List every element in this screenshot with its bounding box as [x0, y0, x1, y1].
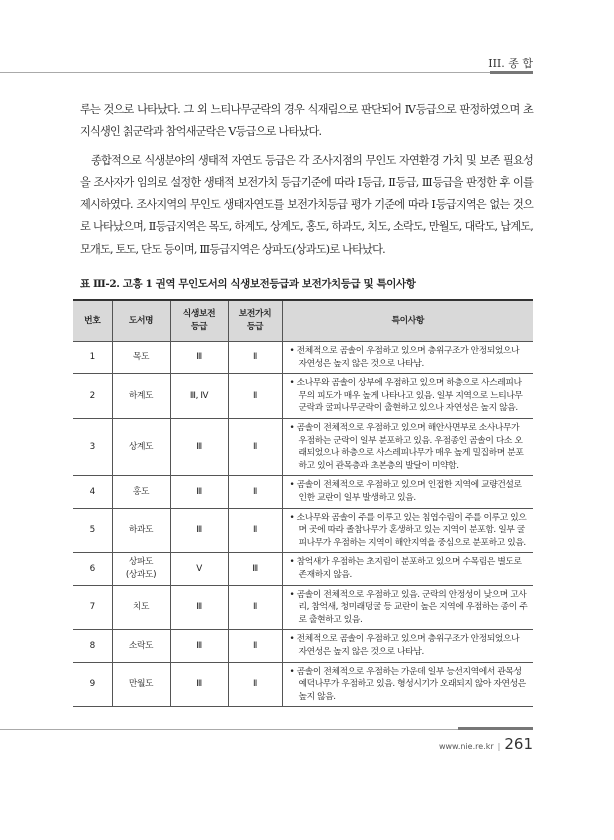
column-header: 보전가치 등급: [228, 300, 282, 342]
footer-accent-bar: [458, 727, 533, 730]
island-name: 치도: [112, 585, 170, 630]
footer-separator: |: [497, 742, 501, 752]
island-name: 목도: [112, 342, 170, 374]
island-name: 소락도: [112, 630, 170, 662]
column-header: 특이사항: [282, 300, 533, 342]
header-rule: [0, 72, 533, 73]
table-row: [73, 553, 533, 585]
page-footer: [0, 729, 614, 789]
remarks: • 곰솔이 전체적으로 우점하는 가운데 일부 능선지역에서 관목성 예덕나무가 우점하고 있음. 형성시기가 오래되지 않아 자연성은 높지 않음.: [282, 662, 533, 707]
table-row: [73, 662, 533, 707]
section-title: III. 종 합: [488, 57, 533, 70]
row-number: 5: [73, 508, 112, 553]
remarks: • 곰솔이 전체적으로 우점하고 있음. 군락의 안정성이 낮으며 고사리, 참억새, 청미래덩굴 등 교란이 높은 지역에 우점하는 종이 주로 출현하고 있음.: [282, 585, 533, 630]
vegetation-grade: Ⅲ: [170, 662, 228, 707]
row-number: 1: [73, 342, 112, 374]
remarks: • 소나무와 곰솔이 주를 이루고 있는 침엽수림이 주를 이루고 있으며 곳에 따라 졸참나무가 혼생하고 있는 지역이 분포함. 일부 굴피나무가 우점하는 지역이 해안지역을 중심으로 분포하고 있음.: [282, 508, 533, 553]
conservation-grade: Ⅱ: [228, 374, 282, 419]
footer-url: www.nie.re.kr: [438, 742, 494, 752]
footer-info: [439, 735, 533, 753]
conservation-grade: Ⅱ: [228, 630, 282, 662]
remarks: • 전체적으로 곰솔이 우점하고 있으며 층위구조가 안정되었으나 자연성은 높지 않은 것으로 나타남.: [282, 630, 533, 662]
conservation-grade: Ⅱ: [228, 508, 282, 553]
footer-rule: [0, 729, 533, 730]
column-header: 도서명: [112, 300, 170, 342]
vegetation-grade: Ⅲ: [170, 508, 228, 553]
table-body: [73, 342, 533, 707]
island-name: 하계도: [112, 374, 170, 419]
header-accent-bar: [490, 71, 533, 74]
column-header: 번호: [73, 300, 112, 342]
conservation-grade: Ⅲ: [228, 553, 282, 585]
paragraph: 종합적으로 식생분야의 생태적 자연도 등급은 각 조사지점의 무인도 자연환경 가치 및 보존 필요성을 조사자가 임의로 설정한 생태적 보전가치 등급기준에 따라 Ⅰ등급, Ⅱ등급, Ⅲ등급을 판정한 후 이를 제시하였다. 조사지역의 무인도 생태자연도를 보전가치등급 평가 기준에 따라 Ⅰ등급지역은 없는 것으로 나타났으며, Ⅱ등급지역은 목도, 하계도, 상계도, 홍도, 하과도, 치도, 소락도, 만월도, 대락도, 납계도, 모개도, 토도, 단도 등이며, Ⅲ등급지역은 상파도(상과도)로 나타났다.: [80, 153, 533, 256]
table-row: [73, 630, 533, 662]
table-row: [73, 374, 533, 419]
island-name: 상계도: [112, 419, 170, 476]
row-number: 4: [73, 476, 112, 508]
conservation-grade: Ⅱ: [228, 419, 282, 476]
remarks: • 소나무와 곰솔이 상부에 우점하고 있으며 하층으로 사스레피나무의 피도가 매우 높게 나타나고 있음. 일부 지역으로 느티나무군락과 굴피나무군락이 출현하고 있으나 자연성은 높지 않음.: [282, 374, 533, 419]
island-name: 하과도: [112, 508, 170, 553]
row-number: 6: [73, 553, 112, 585]
row-number: 3: [73, 419, 112, 476]
vegetation-grade: Ⅲ, Ⅳ: [170, 374, 228, 419]
column-header: 식생보전 등급: [170, 300, 228, 342]
table-row: [73, 342, 533, 374]
remarks: • 참억새가 우점하는 초지림이 분포하고 있으며 수목림은 별도로 존재하지 않음.: [282, 553, 533, 585]
remarks: • 곰솔이 전체적으로 우점하고 있으며 인접한 지역에 교량건설로 인한 교란이 일부 발생하고 있음.: [282, 476, 533, 508]
vegetation-grade: Ⅲ: [170, 419, 228, 476]
conservation-grade: Ⅱ: [228, 476, 282, 508]
island-name: 만월도: [112, 662, 170, 707]
page-header: [0, 0, 614, 75]
paragraph: 루는 것으로 나타났다. 그 외 느티나무군락의 경우 식재림으로 판단되어 Ⅳ등급으로 판정하였으며 초지식생인 칡군락과 참억새군락은 Ⅴ등급으로 나타났다.: [80, 103, 533, 139]
header-row: [73, 300, 533, 342]
island-name: 홍도: [112, 476, 170, 508]
vegetation-grade: Ⅲ: [170, 476, 228, 508]
page-number: 261: [504, 735, 533, 754]
island-name: 상파도 (상과도): [112, 553, 170, 585]
vegetation-grade: Ⅲ: [170, 342, 228, 374]
table-row: [73, 508, 533, 553]
remarks: • 곰솔이 전체적으로 우점하고 있으며 해안사면부로 소사나무가 우점하는 군락이 일부 분포하고 있음. 우점종인 곰솔이 다소 오래되었으나 하층으로 사스레피나무가 매우 높게 밀집하며 분포하고 있어 관목층과 초본층의 발달이 미약함.: [282, 419, 533, 476]
body-text: [80, 99, 533, 261]
row-number: 2: [73, 374, 112, 419]
table-caption: 표 Ⅲ-2. 고흥 1 권역 무인도서의 식생보전등급과 보전가치등급 및 특이사항: [80, 278, 416, 291]
vegetation-grade: Ⅴ: [170, 553, 228, 585]
row-number: 9: [73, 662, 112, 707]
conservation-grade: Ⅱ: [228, 342, 282, 374]
table-row: [73, 585, 533, 630]
row-number: 7: [73, 585, 112, 630]
table-row: [73, 419, 533, 476]
page-content: [73, 75, 533, 707]
table-row: [73, 476, 533, 508]
row-number: 8: [73, 630, 112, 662]
vegetation-grade-table: [73, 299, 533, 707]
conservation-grade: Ⅱ: [228, 585, 282, 630]
vegetation-grade: Ⅲ: [170, 585, 228, 630]
conservation-grade: Ⅱ: [228, 662, 282, 707]
remarks: • 전체적으로 곰솔이 우점하고 있으며 층위구조가 안정되었으나 자연성은 높지 않은 것으로 나타남.: [282, 342, 533, 374]
vegetation-grade: Ⅲ: [170, 630, 228, 662]
